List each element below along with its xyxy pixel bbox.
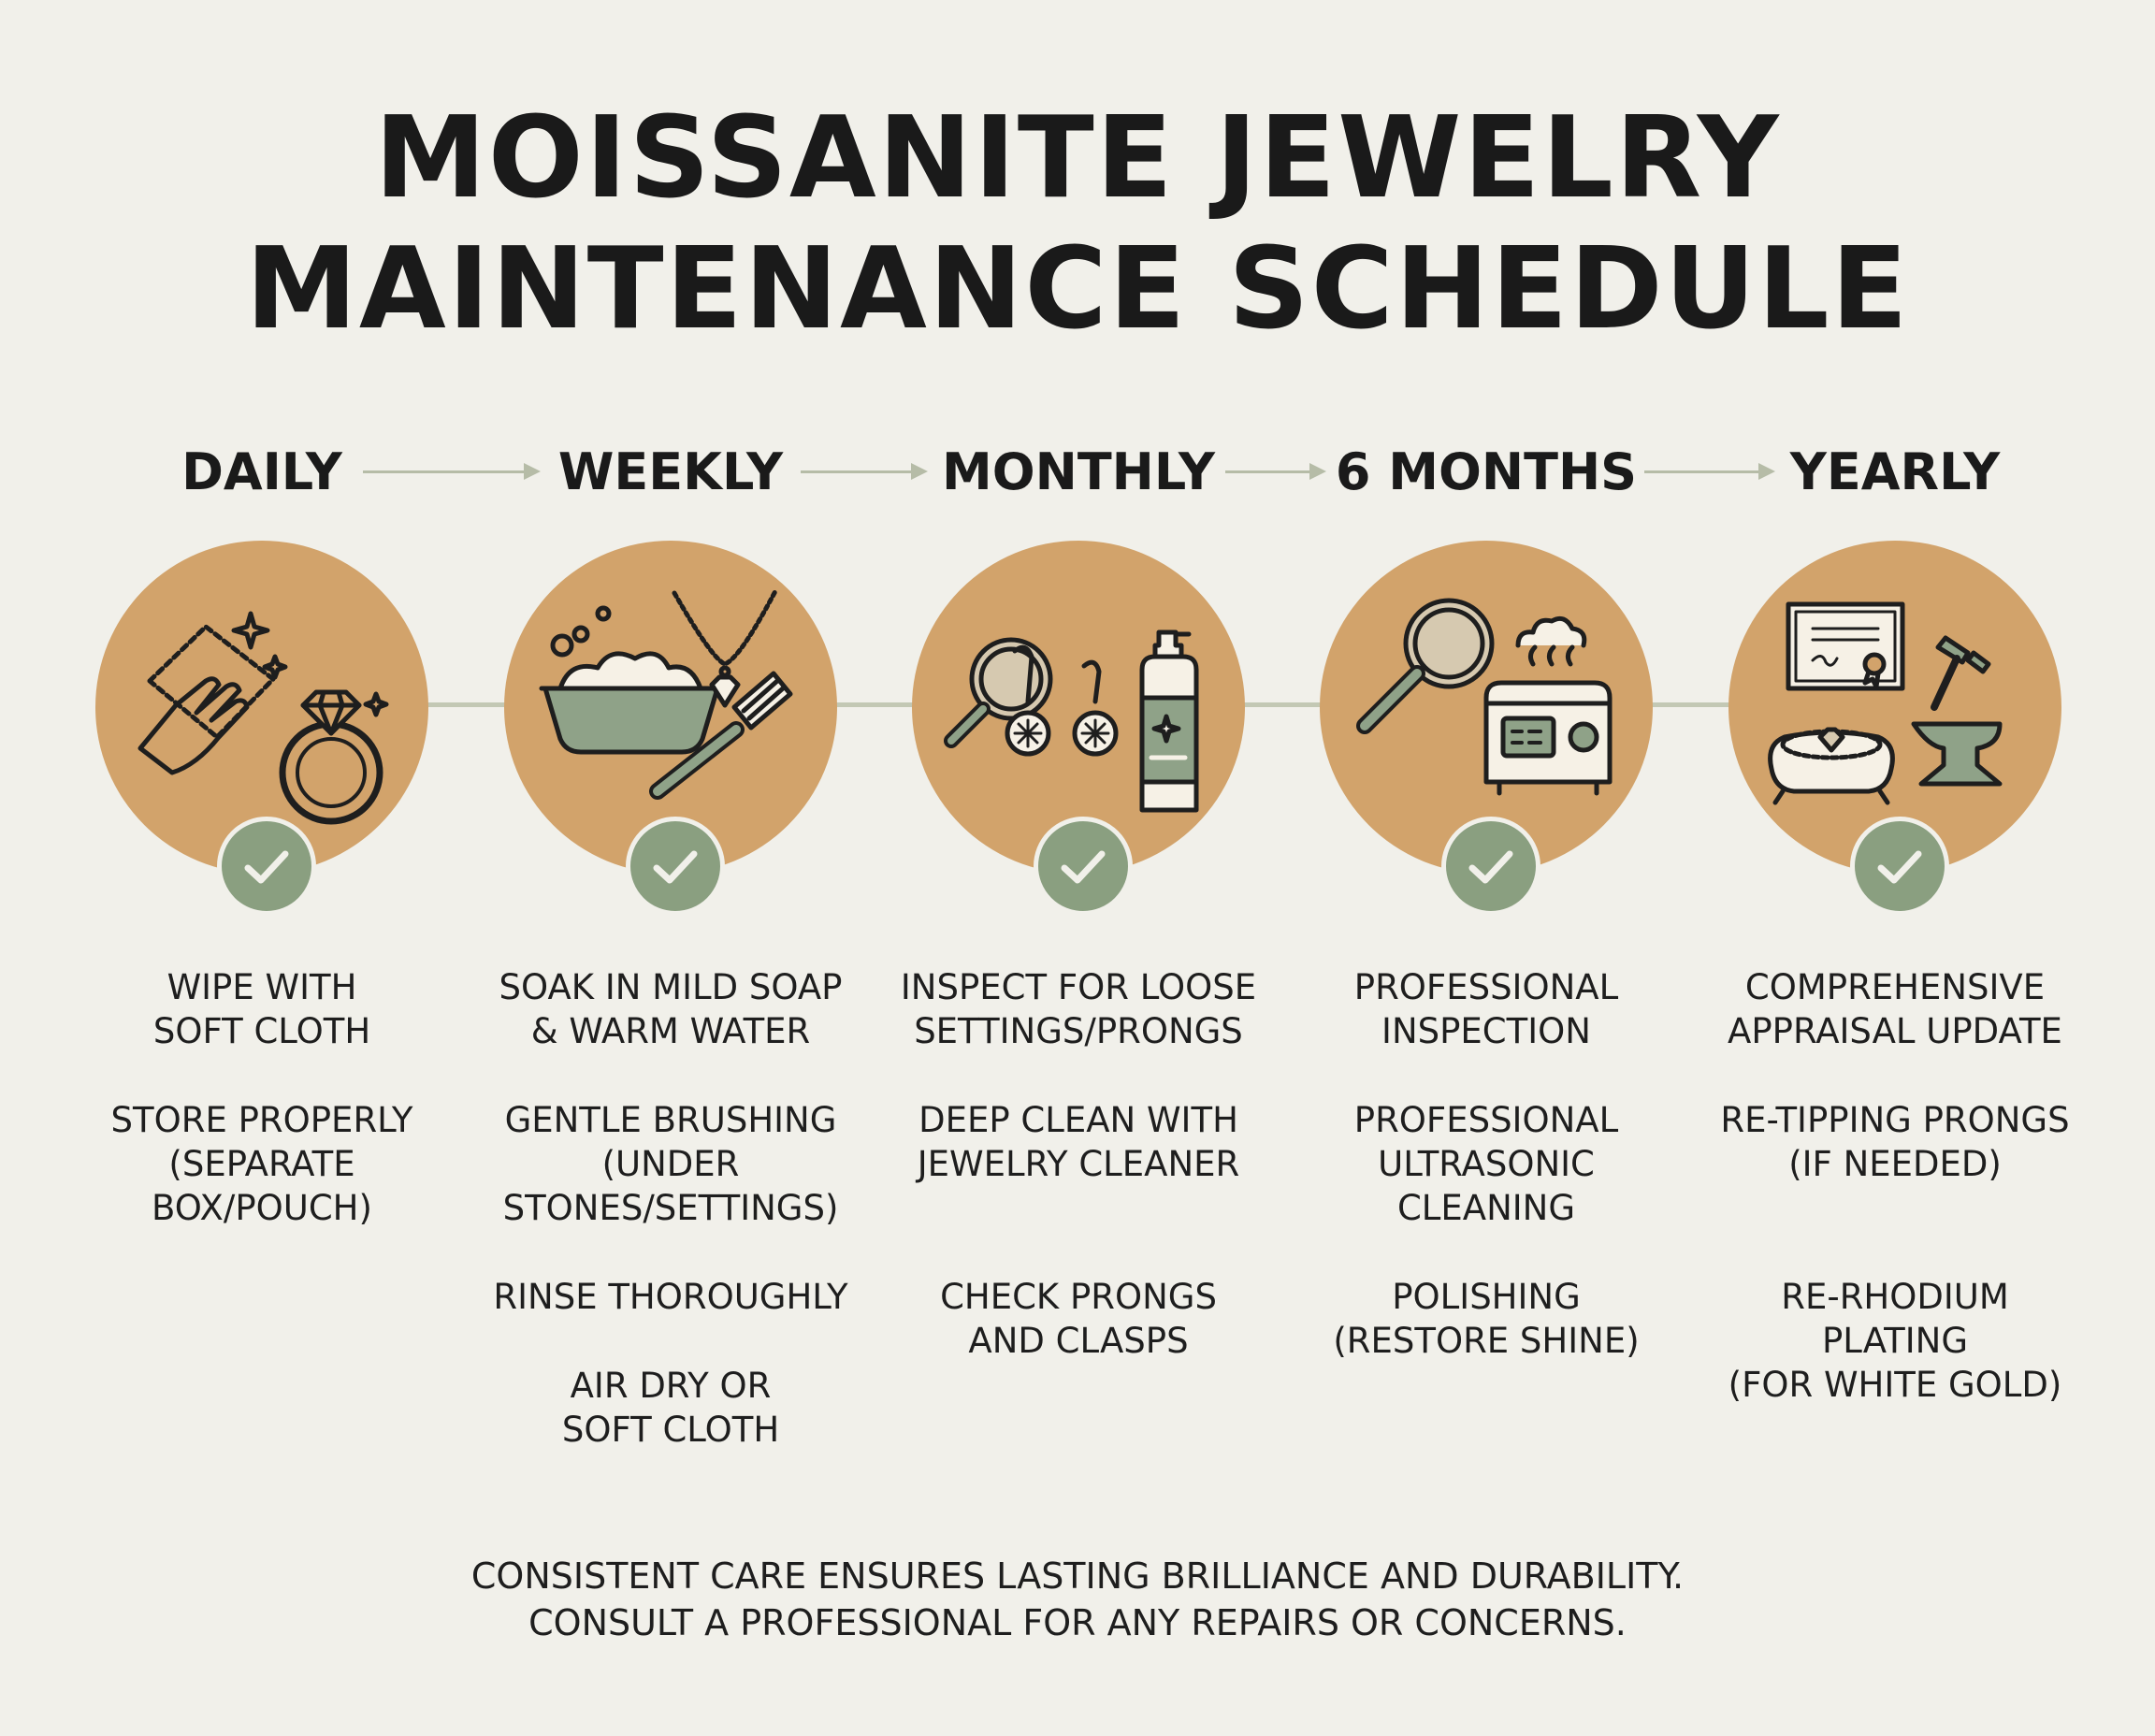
certificate-icon (1788, 604, 1902, 688)
timeline-header (0, 440, 2155, 505)
task-item: COMPREHENSIVE APPRAISAL UPDATE (1728, 967, 2062, 1051)
check-icon (217, 817, 316, 916)
hand-icon (140, 679, 247, 773)
task-list-daily (61, 965, 463, 1230)
stage-title-6-months: 6 MONTHS (1335, 442, 1638, 501)
task-item: AIR DRY OR SOFT CLOTH (561, 1366, 780, 1450)
stage-title-daily: DAILY (181, 442, 342, 501)
check-icon (1034, 817, 1133, 916)
anvil-icon (1914, 724, 2000, 784)
check-icon (1441, 817, 1540, 916)
stage-title-monthly: MONTHLY (942, 442, 1215, 501)
footer-line-1: CONSISTENT CARE ENSURES LASTING BRILLIANCE AND DURABILITY. (470, 1555, 1685, 1597)
diamond-ring-icon (282, 692, 380, 821)
footer-note (0, 1553, 2155, 1646)
task-item: RINSE THOROUGHLY (493, 1277, 848, 1317)
task-item: RE-TIPPING PRONGS (IF NEEDED) (1720, 1100, 2070, 1184)
page-title (0, 94, 2155, 355)
check-icon (626, 817, 725, 916)
hammer-icon (1934, 638, 1989, 707)
task-list-monthly (877, 965, 1280, 1363)
task-item: GENTLE BRUSHING (UNDER STONES/SETTINGS) (502, 1100, 839, 1228)
footer-line-2: CONSULT A PROFESSIONAL FOR ANY REPAIRS OR CONCERNS. (528, 1602, 1627, 1643)
title-line-2: MAINTENANCE SCHEDULE (245, 224, 1910, 354)
stage-title-yearly: YEARLY (1789, 442, 2001, 501)
task-item: CHECK PRONGS AND CLASPS (940, 1277, 1217, 1361)
task-item: POLISHING (RESTORE SHINE) (1333, 1277, 1640, 1361)
title-line-1: MOISSANITE JEWELRY (374, 94, 1781, 224)
task-item: DEEP CLEAN WITH JEWELRY CLEANER (917, 1100, 1240, 1184)
bracelet-pillow-icon (1771, 730, 1893, 803)
task-list-yearly (1694, 965, 2096, 1407)
task-item: PROFESSIONAL INSPECTION (1353, 967, 1619, 1051)
task-item: PROFESSIONAL ULTRASONIC CLEANING (1353, 1100, 1619, 1228)
check-icon (1850, 817, 1949, 916)
task-item: INSPECT FOR LOOSE SETTINGS/PRONGS (900, 967, 1257, 1051)
cleaner-bottle-icon (1142, 632, 1196, 810)
stage-title-weekly: WEEKLY (557, 442, 784, 501)
steam-icon (1518, 618, 1584, 664)
soap-bowl-icon (542, 654, 721, 752)
task-item: WIPE WITH SOFT CLOTH (152, 967, 371, 1051)
task-list-6-months (1285, 965, 1687, 1363)
task-item: SOAK IN MILD SOAP & WARM WATER (499, 967, 843, 1051)
bubbles-icon (553, 608, 609, 655)
task-item: RE-RHODIUM PLATING (FOR WHITE GOLD) (1728, 1277, 2062, 1405)
task-item: STORE PROPERLY (SEPARATE BOX/POUCH) (110, 1100, 413, 1228)
ultrasonic-cleaner-icon (1486, 683, 1610, 793)
magnifier-icon (1365, 600, 1492, 726)
task-list-weekly (470, 965, 872, 1452)
timeline-connector (823, 702, 926, 707)
